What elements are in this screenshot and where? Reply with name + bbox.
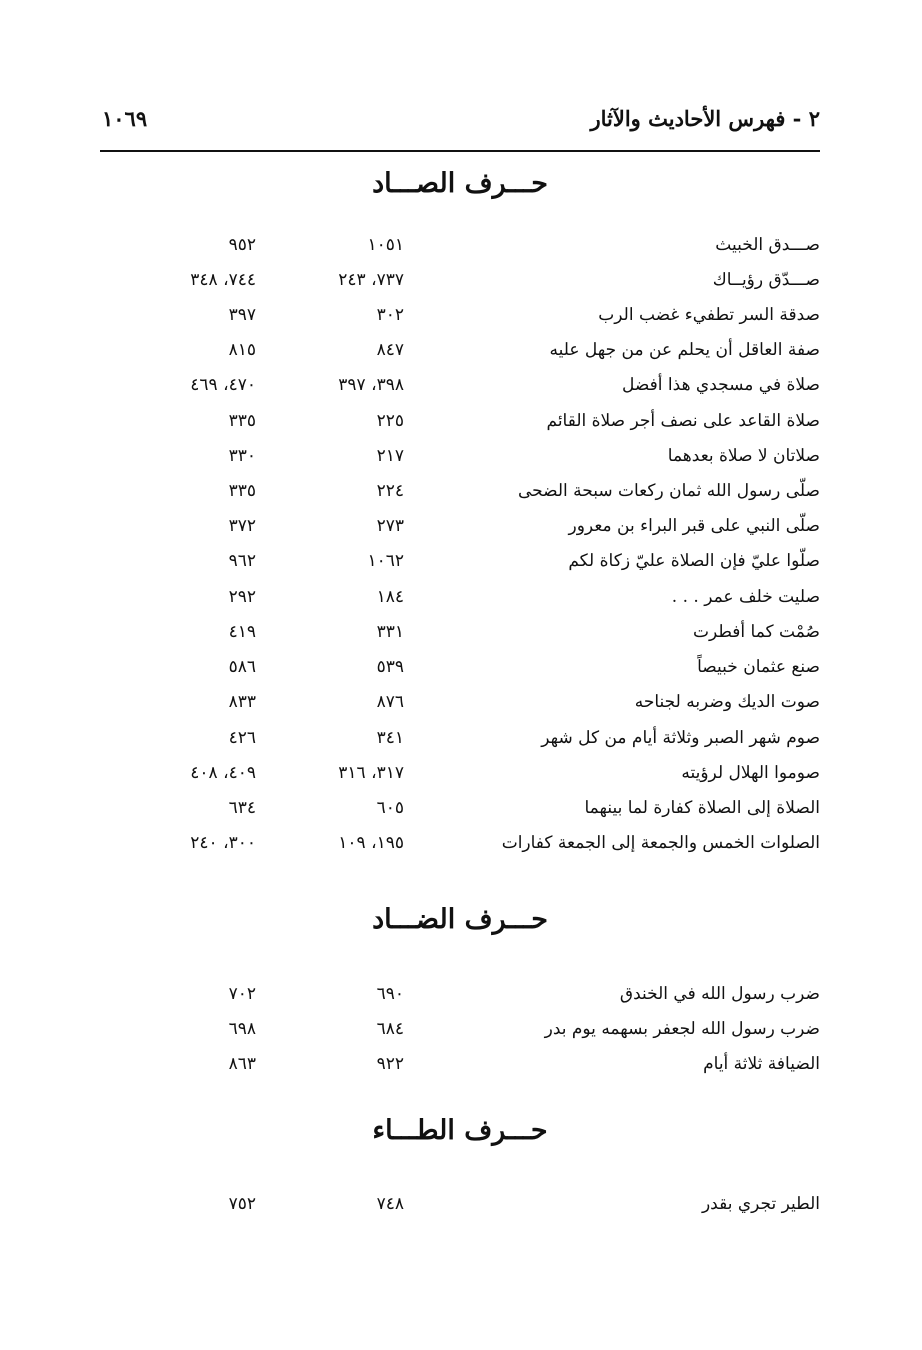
entry-ref-second: ٦٣٤ <box>228 798 256 818</box>
running-title: ٢ - فهرس الأحاديث والآثار <box>590 106 820 131</box>
index-entry <box>100 480 820 514</box>
page-header <box>100 104 820 144</box>
entry-text: صنع عثمان خبيصاً <box>697 657 820 677</box>
entry-ref-second: ٦٩٨ <box>228 1019 256 1039</box>
entry-text: ضرب رسول الله لجعفر بسهمه يوم بدر <box>544 1019 820 1039</box>
entry-ref-second: ٤١٩ <box>228 622 256 642</box>
header-rule <box>100 150 820 152</box>
entry-text: صلّوا عليّ فإن الصلاة عليّ زكاة لكم <box>568 551 820 571</box>
index-entry <box>100 691 820 725</box>
entry-ref-second: ٨٣٣ <box>228 692 256 712</box>
entry-ref-first: ٨٧٦ <box>376 692 404 712</box>
entry-text: الصلوات الخمس والجمعة إلى الجمعة كفارات <box>501 833 820 853</box>
entry-ref-second: ٣٣٠ <box>228 446 256 466</box>
index-entry <box>100 983 820 1017</box>
index-entry <box>100 586 820 620</box>
entry-ref-first: ٩٢٢ <box>376 1054 404 1074</box>
entry-ref-second: ٤٢٦ <box>228 728 256 748</box>
entry-ref-second: ٩٦٢ <box>228 551 256 571</box>
entry-ref-first: ١٠٦٢ <box>367 551 404 571</box>
index-entry <box>100 762 820 796</box>
entry-ref-second: ٨١٥ <box>228 340 256 360</box>
entry-text: صوموا الهلال لرؤيته <box>681 763 820 783</box>
entry-ref-first: ٢١٧ <box>376 446 404 466</box>
entry-ref-first: ٨٤٧ <box>376 340 404 360</box>
entry-text: الصلاة إلى الصلاة كفارة لما بينهما <box>584 798 820 818</box>
entry-text: صوم شهر الصبر وثلاثة أيام من كل شهر <box>541 728 820 748</box>
entry-ref-first: ١٠٥١ <box>367 235 404 255</box>
index-entry <box>100 656 820 690</box>
index-entry <box>100 410 820 444</box>
section-heading-dad: حـــرف الضـــاد <box>372 904 548 935</box>
entry-ref-first: ١٨٤ <box>376 587 404 607</box>
entry-text: صلاة في مسجدي هذا أفضل <box>622 375 820 395</box>
index-entry <box>100 304 820 338</box>
entry-text: صوت الديك وضربه لجناحه <box>634 692 820 712</box>
entry-ref-first: ٣١٧، ٣١٦ <box>338 763 404 783</box>
index-entry <box>100 1193 820 1227</box>
entry-ref-second: ٨٦٣ <box>228 1054 256 1074</box>
index-entry <box>100 832 820 866</box>
entry-ref-first: ٢٧٣ <box>376 516 404 536</box>
index-entry <box>100 797 820 831</box>
entry-text: صـــدق الخبيث <box>715 235 820 255</box>
entry-ref-first: ٣٣١ <box>376 622 404 642</box>
entry-text: صدقة السر تطفيء غضب الرب <box>598 305 820 325</box>
index-entry <box>100 339 820 373</box>
entry-ref-first: ٧٣٧، ٢٤٣ <box>338 270 404 290</box>
entry-ref-second: ٥٨٦ <box>228 657 256 677</box>
entry-ref-first: ١٩٥، ١٠٩ <box>338 833 404 853</box>
entry-text: الطير تجري بقدر <box>701 1194 820 1214</box>
entry-ref-first: ٦٩٠ <box>376 984 404 1004</box>
entry-ref-second: ٤٧٠، ٤٦٩ <box>190 375 256 395</box>
entry-ref-first: ٦٨٤ <box>376 1019 404 1039</box>
index-entry <box>100 374 820 408</box>
index-entry <box>100 727 820 761</box>
entry-ref-second: ٧٤٤، ٣٤٨ <box>190 270 256 290</box>
entry-ref-first: ٣٤١ <box>376 728 404 748</box>
entry-ref-second: ٢٩٢ <box>228 587 256 607</box>
index-entry <box>100 621 820 655</box>
entry-ref-first: ٦٠٥ <box>376 798 404 818</box>
index-entry <box>100 234 820 268</box>
index-entry <box>100 1018 820 1052</box>
entry-text: الضيافة ثلاثة أيام <box>703 1054 820 1074</box>
entry-text: صفة العاقل أن يحلم عن من جهل عليه <box>549 340 820 360</box>
entry-text: صلّى النبي على قبر البراء بن معرور <box>568 516 820 536</box>
entry-ref-first: ٣٩٨، ٣٩٧ <box>338 375 404 395</box>
entry-text: صلاتان لا صلاة بعدهما <box>667 446 820 466</box>
entry-ref-second: ٧٠٢ <box>228 984 256 1004</box>
entry-ref-first: ٥٣٩ <box>376 657 404 677</box>
index-entry <box>100 445 820 479</box>
entry-ref-first: ٧٤٨ <box>376 1194 404 1214</box>
entry-ref-second: ٣٣٥ <box>228 411 256 431</box>
entry-ref-second: ٩٥٢ <box>228 235 256 255</box>
entry-text: صليت خلف عمر . . . <box>671 587 820 607</box>
entry-ref-second: ٧٥٢ <box>228 1194 256 1214</box>
entry-text: ضرب رسول الله في الخندق <box>619 984 820 1004</box>
entry-text: صـــدّق رؤيــاك <box>712 270 820 290</box>
entry-text: صُمْت كما أفطرت <box>692 622 820 642</box>
entry-ref-first: ٢٢٥ <box>376 411 404 431</box>
entry-ref-first: ٣٠٢ <box>376 305 404 325</box>
index-entry <box>100 1053 820 1087</box>
entry-ref-second: ٣٠٠، ٢٤٠ <box>190 833 256 853</box>
entry-ref-second: ٣٣٥ <box>228 481 256 501</box>
entry-ref-second: ٣٧٢ <box>228 516 256 536</box>
entry-ref-second: ٤٠٩، ٤٠٨ <box>190 763 256 783</box>
index-entry <box>100 269 820 303</box>
page-number: ١٠٦٩ <box>102 106 148 131</box>
entry-ref-first: ٢٢٤ <box>376 481 404 501</box>
entry-text: صلّى رسول الله ثمان ركعات سبحة الضحى <box>517 481 820 501</box>
entry-ref-second: ٣٩٧ <box>228 305 256 325</box>
entry-text: صلاة القاعد على نصف أجر صلاة القائم <box>546 411 820 431</box>
section-heading-ta: حـــرف الطـــاء <box>372 1115 548 1146</box>
index-entry <box>100 515 820 549</box>
index-entry <box>100 550 820 584</box>
section-heading-sad: حـــرف الصـــاد <box>372 168 548 199</box>
